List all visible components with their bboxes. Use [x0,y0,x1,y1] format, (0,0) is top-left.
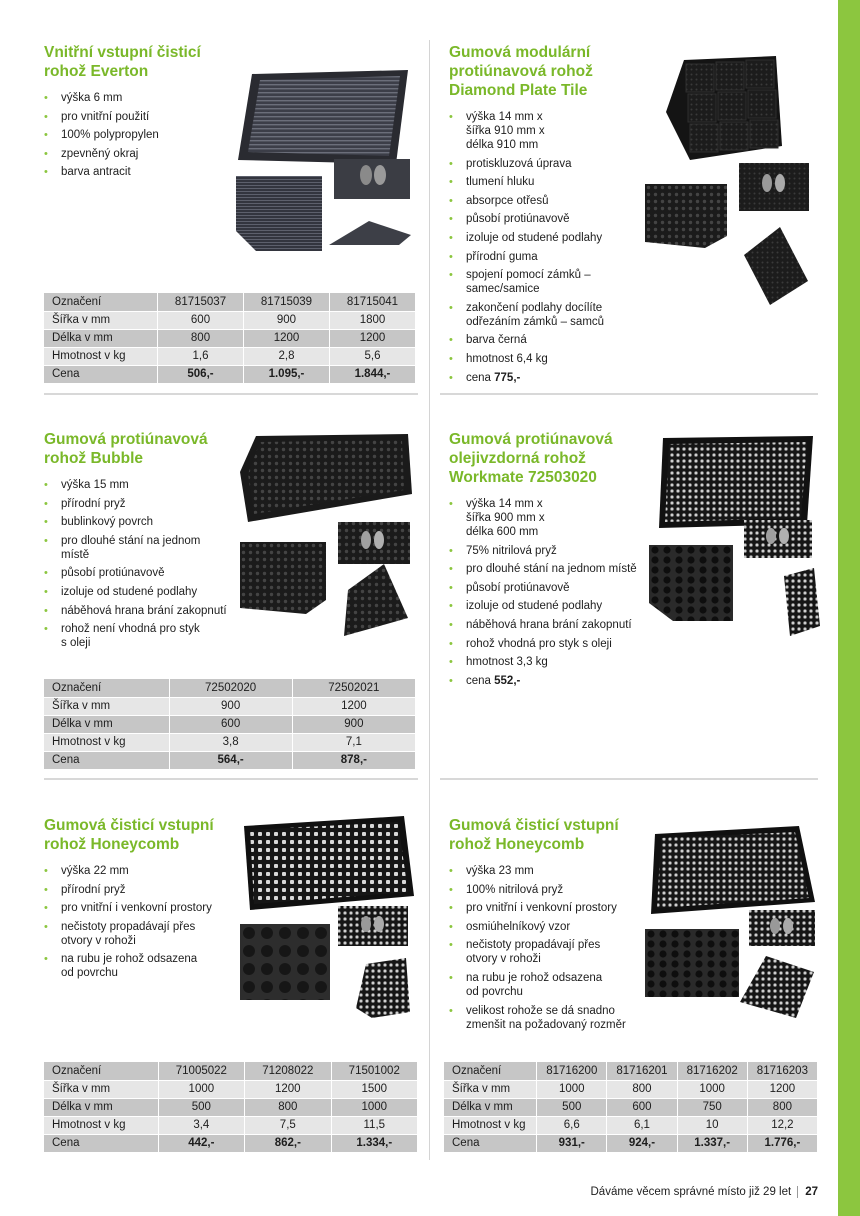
feature-item: • tlumení hluku [449,175,649,189]
everton-spec-table [44,293,416,384]
section-divider [440,393,818,395]
everton-edge-image [329,215,411,247]
feature-item: • nečistoty propadávají přes otvory v rohoži [44,920,244,948]
feature-item: • 100% polypropylen [44,128,244,142]
table-row-label: Šířka v mm [444,1080,537,1098]
table-cell: 2,8 [244,347,330,365]
table-row [44,1080,418,1098]
table-row [444,1134,818,1152]
product-bubble [44,430,244,655]
table-cell: 71005022 [158,1062,244,1080]
workmate-rolled-image [778,566,822,638]
feature-list [449,497,649,688]
table-row-label: Šířka v mm [44,1080,158,1098]
feature-item: • výška 23 mm [449,864,649,878]
feature-item: • spojení pomocí zámků – samec/samice [449,268,649,296]
feature-item: • výška 6 mm [44,91,244,105]
table-cell: 750 [677,1098,747,1116]
feature-item: • zakončení podlahy docílíte odřezáním zámků – samců [449,301,649,329]
feature-item: • nečistoty propadávají přes otvory v rohoži [449,938,649,966]
table-row [44,697,416,715]
feature-list [44,864,244,980]
diamond-rolled-image [740,225,810,307]
table-row-label: Cena [44,1134,158,1152]
table-cell: 3,8 [169,733,292,751]
feature-item: • na rubu je rohož odsazena od povrchu [44,952,244,980]
feature-item: • 100% nitrilová pryž [449,883,649,897]
table-cell: 81715041 [329,293,415,311]
product-title: Gumová čisticí vstupní rohož Honeycomb [449,817,619,853]
feature-item: • barva antracit [44,165,244,179]
table-cell: 862,- [245,1134,331,1152]
table-row [44,365,416,383]
table-row-label: Šířka v mm [44,311,158,329]
table-cell: 900 [244,311,330,329]
table-cell: 924,- [607,1134,677,1152]
product-honeycomb-natural [44,816,244,985]
table-cell: 81716201 [607,1062,677,1080]
table-row-label: Označení [444,1062,537,1080]
feature-item: • působí protiúnavově [449,212,649,226]
page-footer [591,1186,819,1198]
everton-main-image [236,68,410,168]
feature-item: • náběhová hrana brání zakopnutí [449,618,649,632]
table-cell: 900 [292,715,415,733]
feature-item: • barva černá [449,333,649,347]
table-cell: 6,1 [607,1116,677,1134]
table-cell: 81715039 [244,293,330,311]
table-cell: 7,5 [245,1116,331,1134]
table-cell: 1000 [677,1080,747,1098]
feature-item: • hmotnost 6,4 kg [449,352,649,366]
table-row [44,293,416,311]
feature-item: • výška 14 mm x šířka 900 mm x délka 600 mm [449,497,649,539]
feature-item: • na rubu je rohož odsazena od povrchu [449,971,649,999]
table-cell: 1800 [329,311,415,329]
feature-list [449,864,649,1032]
feature-item: • pro vnitřní i venkovní prostory [449,901,649,915]
feature-item: • náběhová hrana brání zakopnutí [44,604,244,618]
table-cell: 11,5 [331,1116,417,1134]
table-cell: 800 [747,1098,817,1116]
table-row-label: Hmotnost v kg [44,733,169,751]
table-row-label: Cena [444,1134,537,1152]
table-cell: 800 [245,1098,331,1116]
section-divider [440,778,818,780]
honeycomb2-shoes-image [747,908,817,948]
feature-item: • přírodní pryž [44,497,244,511]
table-cell: 72502020 [169,679,292,697]
workmate-shoes-image [742,518,814,560]
feature-item: • absorpce otřesů [449,194,649,208]
table-cell: 1200 [329,329,415,347]
honeycomb1-main-image [240,814,416,910]
table-cell: 442,- [158,1134,244,1152]
bubble-detail-image [240,542,326,614]
table-cell: 71501002 [331,1062,417,1080]
table-cell: 931,- [537,1134,607,1152]
table-cell: 1000 [158,1080,244,1098]
honeycomb1-detail-image [240,924,330,1000]
everton-shoes-image [333,155,411,201]
feature-item: • výška 22 mm [44,864,244,878]
table-row [44,1116,418,1134]
feature-item: • výška 14 mm x šířka 910 mm x délka 910 mm [449,110,649,152]
feature-item: • působí protiúnavově [449,581,649,595]
feature-item: • pro dlouhé stání na jednom místě [44,534,244,562]
table-row [444,1080,818,1098]
product-honeycomb-nitrile [449,816,649,1036]
table-cell: 500 [158,1098,244,1116]
diamond-tiles-image [664,52,784,164]
table-row-label: Délka v mm [44,329,158,347]
table-cell: 1000 [537,1080,607,1098]
table-row [44,733,416,751]
table-cell: 1.337,- [677,1134,747,1152]
table-row-label: Hmotnost v kg [44,347,158,365]
feature-list [449,110,649,385]
workmate-main-image [657,434,815,528]
table-cell: 6,6 [537,1116,607,1134]
feature-item: • přírodní pryž [44,883,244,897]
everton-detail-image [236,176,322,251]
diamond-shoes-image [737,161,811,213]
feature-item: • pro vnitřní i venkovní prostory [44,901,244,915]
table-row-label: Hmotnost v kg [44,1116,158,1134]
table-cell: 1.095,- [244,365,330,383]
table-cell: 72502021 [292,679,415,697]
honeycomb1-spec-table [44,1062,418,1153]
table-cell: 81715037 [158,293,244,311]
feature-item: • působí protiúnavově [44,566,244,580]
bubble-main-image [238,432,414,524]
product-title: Gumová modulární protiúnavová rohož Diamond Plate Tile [449,44,593,99]
table-cell: 81716200 [537,1062,607,1080]
table-row-label: Označení [44,679,169,697]
table-row [44,679,416,697]
table-cell: 10 [677,1116,747,1134]
table-cell: 600 [607,1098,677,1116]
honeycomb2-detail-image [645,929,739,997]
table-cell: 564,- [169,751,292,769]
feature-item: • výška 15 mm [44,478,244,492]
product-everton [44,43,244,184]
table-row [44,751,416,769]
table-row-label: Cena [44,365,158,383]
honeycomb2-main-image [649,824,817,916]
table-row-label: Označení [44,293,158,311]
feature-item: • pro dlouhé stání na jednom místě [449,562,649,576]
bubble-spec-table [44,679,416,770]
table-cell: 3,4 [158,1116,244,1134]
table-row-label: Cena [44,751,169,769]
table-cell: 1500 [331,1080,417,1098]
product-title: Gumová protiúnavová rohož Bubble [44,431,208,467]
product-title: Gumová protiúnavová olejivzdorná rohož Workmate 72503020 [449,431,613,486]
price-item: • cena 552,- [449,674,649,688]
feature-item: • izoluje od studené podlahy [44,585,244,599]
product-workmate [449,430,649,692]
table-cell: 1200 [244,329,330,347]
table-cell: 1200 [245,1080,331,1098]
feature-item: • rohož není vhodná pro styk s oleji [44,622,244,650]
table-cell: 12,2 [747,1116,817,1134]
table-cell: 7,1 [292,733,415,751]
product-title: Gumová čisticí vstupní rohož Honeycomb [44,817,214,853]
table-cell: 1.334,- [331,1134,417,1152]
table-cell: 1.844,- [329,365,415,383]
diamond-detail-image [645,184,727,248]
table-row [44,311,416,329]
feature-item: • 75% nitrilová pryž [449,544,649,558]
table-row [444,1098,818,1116]
feature-item: • pro vnitřní použití [44,110,244,124]
table-row [44,1098,418,1116]
table-cell: 500 [537,1098,607,1116]
table-row-label: Označení [44,1062,158,1080]
feature-item: • zpevněný okraj [44,147,244,161]
price-item: • cena 775,- [449,371,649,385]
table-row [44,1062,418,1080]
accent-side-bar [838,0,860,1216]
table-row-label: Délka v mm [444,1098,537,1116]
feature-item: • protiskluzová úprava [449,157,649,171]
product-title: Vnitřní vstupní čisticí rohož Everton [44,44,201,80]
table-row [444,1062,818,1080]
table-row [44,329,416,347]
table-row-label: Délka v mm [44,715,169,733]
table-cell: 5,6 [329,347,415,365]
table-cell: 900 [169,697,292,715]
feature-item: • izoluje od studené podlahy [449,231,649,245]
honeycomb2-rolled-image [736,952,818,1020]
table-cell: 81716202 [677,1062,747,1080]
table-row [44,715,416,733]
workmate-detail-image [649,545,733,621]
table-cell: 800 [607,1080,677,1098]
honeycomb1-shoes-image [336,904,410,948]
page-number: 27 [797,1186,818,1198]
honeycomb2-spec-table [444,1062,818,1153]
honeycomb1-rolled-image [352,956,412,1020]
table-row-label: Šířka v mm [44,697,169,715]
product-diamond-plate [449,43,649,389]
table-cell: 1000 [331,1098,417,1116]
table-cell: 800 [158,329,244,347]
table-cell: 1,6 [158,347,244,365]
feature-list [44,91,244,179]
feature-list [44,478,244,650]
feature-item: • osmiúhelníkový vzor [449,920,649,934]
table-cell: 878,- [292,751,415,769]
feature-item: • izoluje od studené podlahy [449,599,649,613]
footer-slogan: Dáváme věcem správné místo již 29 let [590,1186,792,1198]
feature-item: • přírodní guma [449,250,649,264]
section-divider [44,393,418,395]
table-cell: 81716203 [747,1062,817,1080]
table-cell: 1.776,- [747,1134,817,1152]
feature-item: • bublinkový povrch [44,515,244,529]
table-cell: 1200 [292,697,415,715]
table-row [44,1134,418,1152]
table-row-label: Hmotnost v kg [444,1116,537,1134]
table-row [444,1116,818,1134]
feature-item: • hmotnost 3,3 kg [449,655,649,669]
table-cell: 600 [169,715,292,733]
feature-item: • velikost rohože se dá snadno zmenšit na požadovaný rozměr [449,1004,649,1032]
table-row [44,347,416,365]
feature-item: • rohož vhodná pro styk s oleji [449,637,649,651]
table-cell: 506,- [158,365,244,383]
table-row-label: Délka v mm [44,1098,158,1116]
table-cell: 1200 [747,1080,817,1098]
table-cell: 71208022 [245,1062,331,1080]
column-divider [429,40,430,1160]
bubble-rolled-image [338,560,412,640]
table-cell: 600 [158,311,244,329]
section-divider [44,778,418,780]
